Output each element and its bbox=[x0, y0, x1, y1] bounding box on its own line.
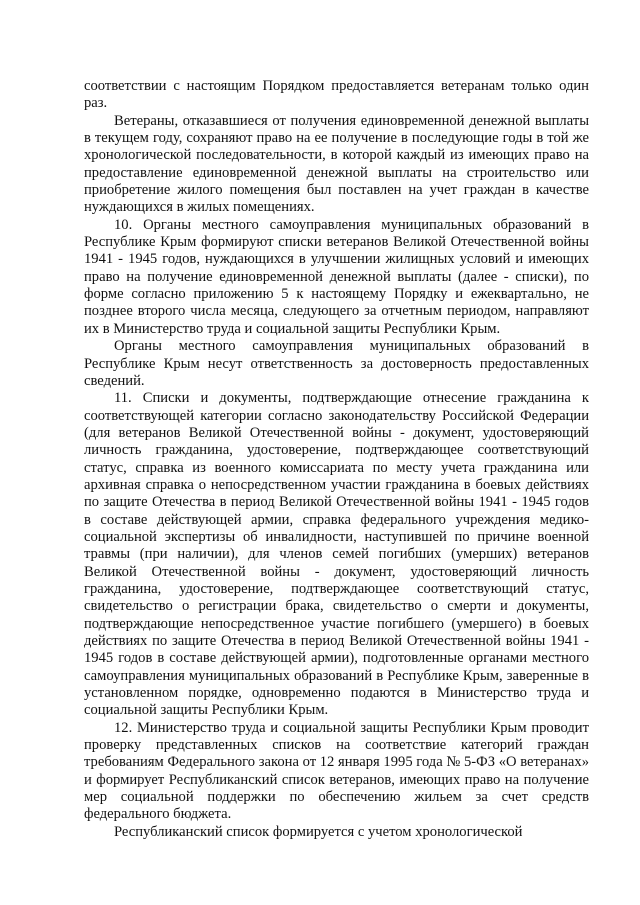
paragraph-continuation: соответствии с настоящим Порядком предоставляется ветеранам только один раз. bbox=[84, 78, 589, 112]
paragraph-item-10-responsibility: Органы местного самоуправления муниципальных образований в Республике Крым несут ответственность за достоверность предоставленных сведений. bbox=[84, 338, 589, 389]
paragraph-refusal: Ветераны, отказавшиеся от получения единовременной денежной выплаты в текущем году, сохраняют право на ее получение в последующие годы в той же хронологической последовательности, в которой каждый из имеющих право на предоставление единовременной денежной выплаты на строительство или приобретение жилого помещения был поставлен на учет граждан в качестве нуждающихся в жилых помещениях. bbox=[84, 112, 589, 216]
paragraph-item-12: 12. Министерство труда и социальной защиты Республики Крым проводит проверку представленных списков на соответствие категорий граждан требованиям Федерального закона от 12 января 1995 года № 5-ФЗ «О ветеранах» и формирует Республиканский список ветеранов, имеющих право на получение мер социальной поддержки по обеспечению жильем за счет средств федерального бюджета. bbox=[84, 719, 589, 823]
paragraph-republican-list: Республиканский список формируется с учетом хронологической bbox=[114, 823, 523, 840]
paragraph-item-11: 11. Списки и документы, подтверждающие отнесение гражданина к соответствующей категории согласно законодательству Российской Федерации (для ветеранов Великой Отечественной войны - документ, удостоверяющий личность гражданина, удостоверение, подтверждающее соответствующий статус, справка из военного комиссариата по месту учета гражданина или архивная справка о непосредственном участии гражданина в боевых действиях по защите Отечества в период Великой Отечественной войны 1941 - 1945 годов в составе действующей армии, справка федерального учреждения медико-социальной экспертизы об инвалидности, наступившей по причине военной травмы (при наличии), для членов семей погибших (умерших) ветеранов Великой Отечественной войны - документ, удостоверяющий личность гражданина, удостоверение, подтверждающее соответствующий статус, свидетельство о регистрации брака, свидетельство о смерти и документы, подтверждающие непосредственное участие погибшего (умершего) в боевых действиях по защите Отечества в период Великой Отечественной войны 1941 - 1945 годов в составе действующей армии), подготовленные органами местного самоуправления муниципальных образований в Республике Крым, заверенные в установленном порядке, одновременно подаются в Министерство труда и социальной защиты Республики Крым. bbox=[84, 390, 589, 719]
paragraph-item-10: 10. Органы местного самоуправления муниципальных образований в Республике Крым формируют списки ветеранов Великой Отечественной войны 1941 - 1945 годов, нуждающихся в улучшении жилищных условий и имеющих право на получение единовременной денежной выплаты (далее - списки), по форме согласно приложению 5 к настоящему Порядку и ежеквартально, не позднее второго числа месяца, следующего за отчетным периодом, направляют их в Министерство труда и социальной защиты Республики Крым. bbox=[84, 216, 589, 337]
document-body bbox=[84, 78, 589, 841]
